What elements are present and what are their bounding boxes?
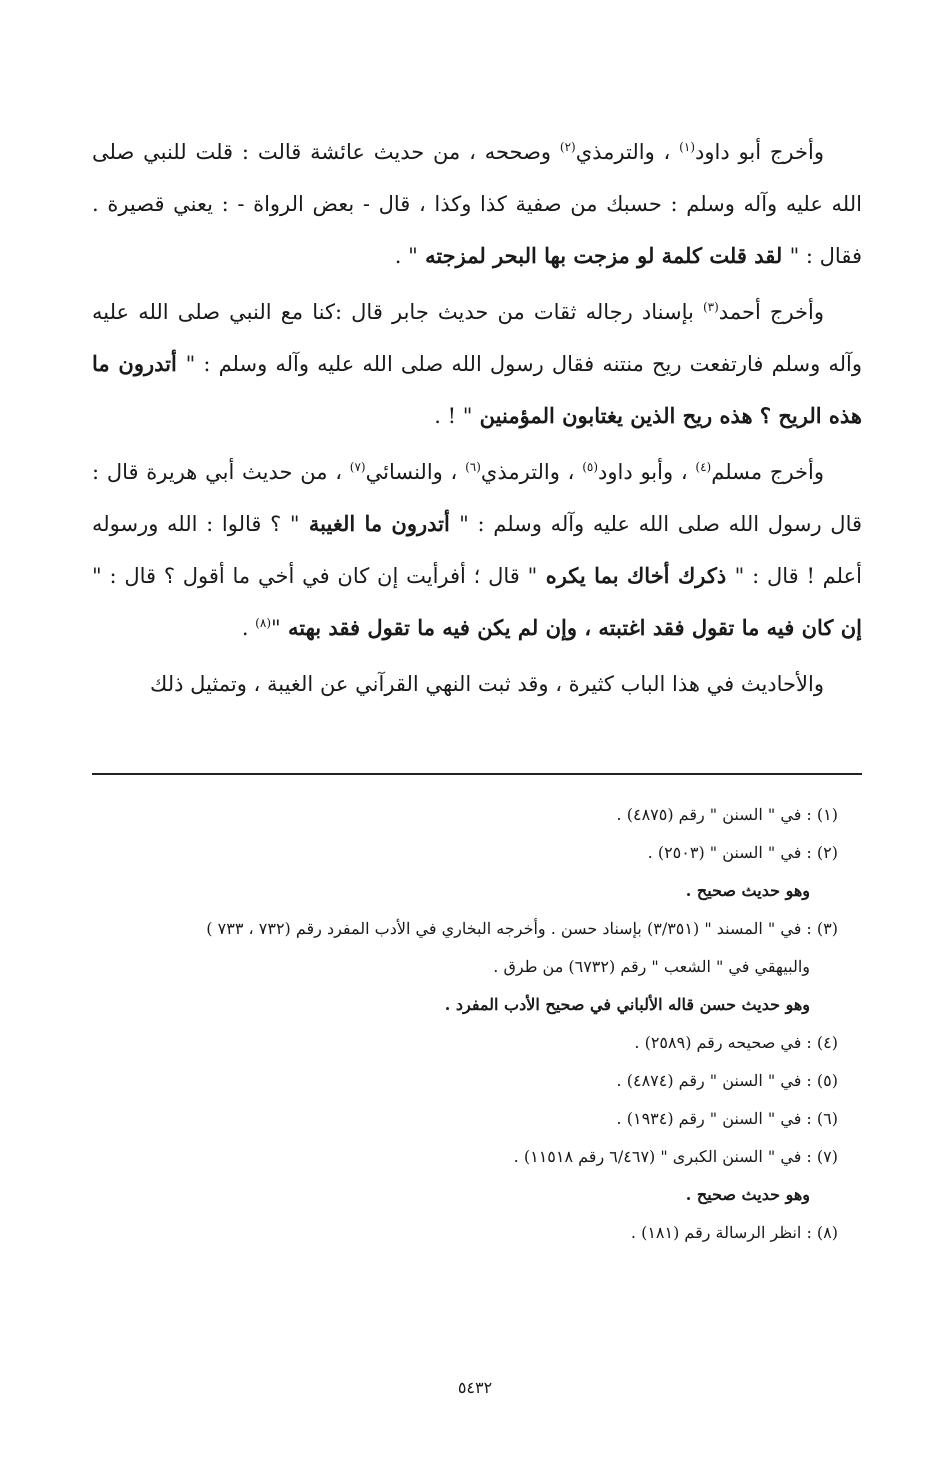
hadith-quote: ذكرك أخاك بما يكره <box>537 563 735 588</box>
footnote-ref: (٧) <box>349 460 366 474</box>
footnote-3-continued: والبيهقي في " الشعب " رقم (٦٧٣٢) من طرق . <box>493 957 810 976</box>
text-segment: وأخرج مسلم <box>711 460 824 484</box>
footnote-3-grade: وهو حديث حسن قاله الألباني في صحيح الأدب المفرد . <box>444 995 810 1014</box>
footnote-ref: (٦) <box>465 460 481 474</box>
text-segment: " ! . <box>434 404 473 428</box>
footnote-2-grade: وهو حديث صحيح . <box>685 881 810 900</box>
text-segment: ، وأبو داود <box>598 460 696 484</box>
text-segment: ، والترمذي <box>480 460 583 484</box>
footnotes <box>92 796 862 1252</box>
hadith-quote: لقد قلت كلمة لو مزجت بها البحر لمزجته <box>417 243 790 268</box>
text-segment: ، والترمذي <box>575 140 680 164</box>
text-segment: بإسناد رجاله ثقات من حديث جابر قال :كنا مع النبي صلى الله عليه وآله وسلم فارتفعت ريح منتنه فقال رسول الله صلى الله عليه وآله وسلم : " <box>92 300 862 376</box>
footnote-7: (٧) : في " السنن الكبرى " (٦/٤٦٧ رقم ١١٥١٨) . <box>513 1147 838 1166</box>
text-segment: وأخرج أبو داود <box>695 140 824 164</box>
footnote-4: (٤) : في صحيحه رقم (٢٥٨٩) . <box>634 1033 838 1052</box>
footnote-6: (٦) : في " السنن " رقم (١٩٣٤) . <box>616 1109 838 1128</box>
text-segment: " . <box>394 244 418 268</box>
footnote-ref: (٣) <box>702 300 719 314</box>
paragraph-3 <box>92 446 862 654</box>
text-segment: ، من حديث أبي هريرة قال : قال رسول الله صلى الله عليه وآله وسلم : " <box>92 460 863 536</box>
footnote-ref: (٢) <box>559 140 576 154</box>
footnote-divider <box>92 773 862 775</box>
paragraph-4 <box>92 658 862 710</box>
footnote-5: (٥) : في " السنن " رقم (٤٨٧٤) . <box>616 1071 838 1090</box>
footnote-3: (٣) : في " المسند " (٣/٣٥١) بإسناد حسن . وأخرجه البخاري في الأدب المفرد رقم (٧٣٢ ، ٧٣٣ ) <box>206 919 838 938</box>
text-segment: " ؟ قالوا : الله ورسوله أعلم ! قال : " <box>92 512 862 588</box>
text-segment: . <box>241 616 256 640</box>
footnote-2: (٢) : في " السنن " (٢٥٠٣) . <box>647 843 838 862</box>
hadith-quote: أتدرون ما الغيبة <box>299 511 460 536</box>
text-segment: والأحاديث في هذا الباب كثيرة ، وقد ثبت النهي القرآني عن الغيبة ، وتمثيل ذلك <box>150 672 824 696</box>
footnote-ref: (٥) <box>582 460 599 474</box>
footnote-ref: (٤) <box>695 460 712 474</box>
page-number: ٥٤٣٢ <box>457 1378 493 1397</box>
text-segment: وأخرج أحمد <box>718 300 824 324</box>
text-segment: " <box>271 616 281 640</box>
text-segment: " قال ؛ أفرأيت إن كان في أخي ما أقول ؟ قال : " <box>92 564 538 588</box>
footnote-ref: (١) <box>679 140 695 154</box>
text-segment: ، والنسائي <box>365 460 466 484</box>
footnote-1: (١) : في " السنن " رقم (٤٨٧٥) . <box>616 805 838 824</box>
footnote-7-grade: وهو حديث صحيح . <box>685 1185 810 1204</box>
footnote-8: (٨) : انظر الرسالة رقم (١٨١) . <box>630 1223 838 1242</box>
hadith-quote: أتدرون ما هذه الريح ؟ هذه ريح الذين يغتابون المؤمنين <box>92 351 862 428</box>
paragraph-2 <box>92 286 862 442</box>
paragraph-1 <box>92 126 862 282</box>
hadith-quote: إن كان فيه ما تقول فقد اغتبته ، وإن لم يكن فيه ما تقول فقد بهته <box>280 615 862 640</box>
text-segment: وصححه ، من حديث عائشة قالت : قلت للنبي صلى الله عليه وآله وسلم : حسبك من صفية كذا وكذا ، قال - بعض الرواة - : يعني قصيرة . فقال : " <box>92 140 862 268</box>
main-text <box>92 126 862 714</box>
footnote-ref: (٨) <box>255 616 271 630</box>
